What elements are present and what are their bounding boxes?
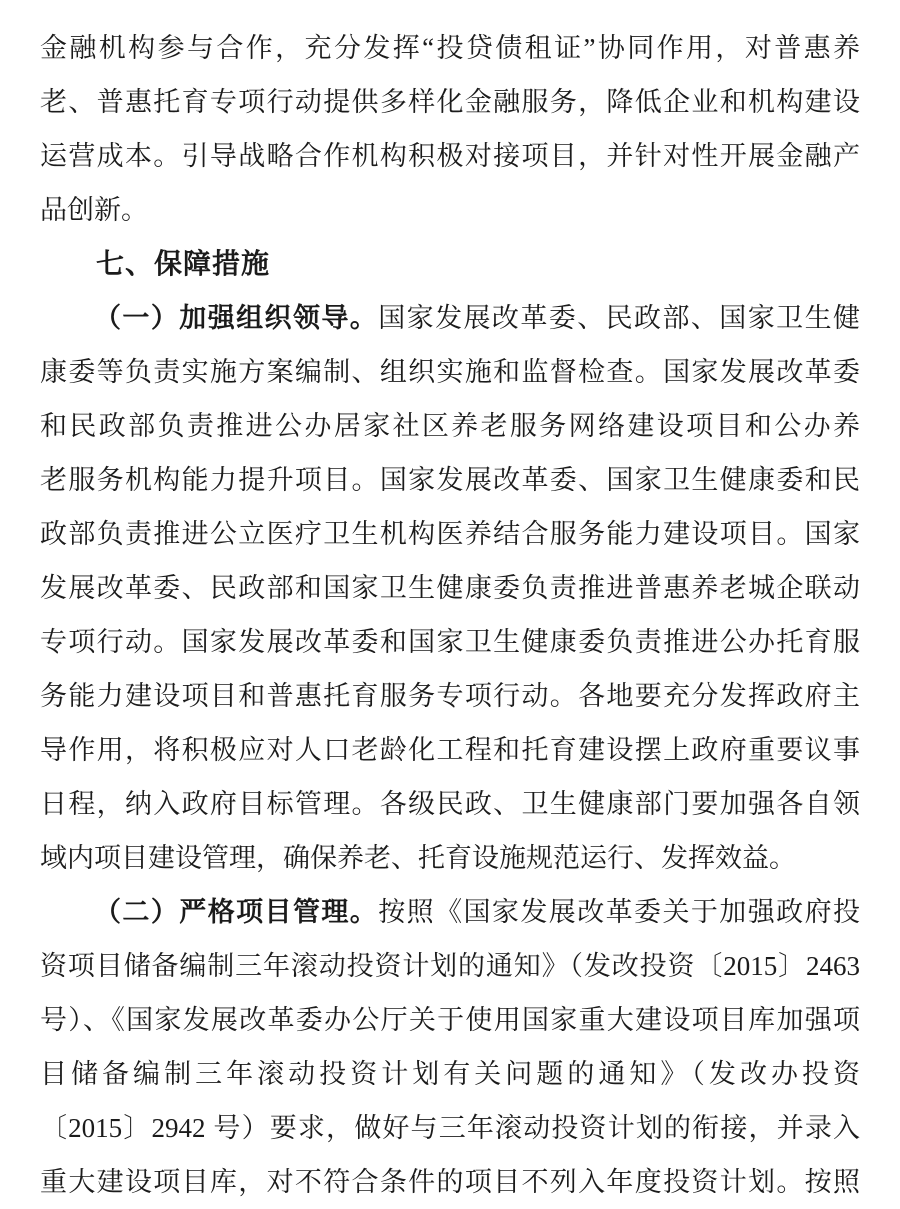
text-line: 老、普惠托育专项行动提供多样化金融服务，降低企业和机构建设 [40,87,860,117]
text-line: 发展改革委、民政部和国家卫生健康委负责推进普惠养老城企联动 [40,573,860,603]
text-line: 和民政部负责推进公办居家社区养老服务网络建设项目和公办养 [40,411,860,441]
paragraph-lead: （二）严格项目管理。 [94,897,379,927]
text-line: 资项目储备编制三年滚动投资计划的通知》（发改投资〔2015〕2463 [40,951,860,981]
text-line: 专项行动。国家发展改革委和国家卫生健康委负责推进公办托育服 [40,627,860,657]
text-line [40,885,860,939]
text-line: 老服务机构能力提升项目。国家发展改革委、国家卫生健康委和民 [40,465,860,495]
document-body [40,21,860,1209]
text-line: 〔2015〕2942 号）要求，做好与三年滚动投资计划的衔接，并录入 [40,1113,860,1143]
text-line: 金融机构参与合作，充分发挥“投贷债租证”协同作用，对普惠养 [40,33,860,63]
section-heading: 七、保障措施 [96,248,271,279]
text-line: 重大建设项目库，对不符合条件的项目不列入年度投资计划。按照 [40,1167,860,1197]
text-line: 康委等负责实施方案编制、组织实施和监督检查。国家发展改革委 [40,357,860,387]
text-line: 品创新。 [40,195,148,225]
text-line: 政部负责推进公立医疗卫生机构医养结合服务能力建设项目。国家 [40,519,860,549]
paragraph-text: 按照《国家发展改革委关于加强政府投 [378,897,861,927]
text-line: 务能力建设项目和普惠托育服务专项行动。各地要充分发挥政府主 [40,681,860,711]
text-line [40,291,860,345]
paragraph-text: 国家发展改革委、民政部、国家卫生健 [378,303,861,333]
text-line: 运营成本。引导战略合作机构积极对接项目，并针对性开展金融产 [40,141,860,171]
text-line: 日程，纳入政府目标管理。各级民政、卫生健康部门要加强各自领 [40,789,860,819]
text-line: 目储备编制三年滚动投资计划有关问题的通知》（发改办投资 [40,1059,860,1089]
text-line: 号）、《国家发展改革委办公厅关于使用国家重大建设项目库加强项 [40,1005,860,1035]
text-line: 导作用，将积极应对人口老龄化工程和托育建设摆上政府重要议事 [40,735,860,765]
text-line: 域内项目建设管理，确保养老、托育设施规范运行、发挥效益。 [40,843,796,873]
paragraph-lead: （一）加强组织领导。 [94,303,379,333]
